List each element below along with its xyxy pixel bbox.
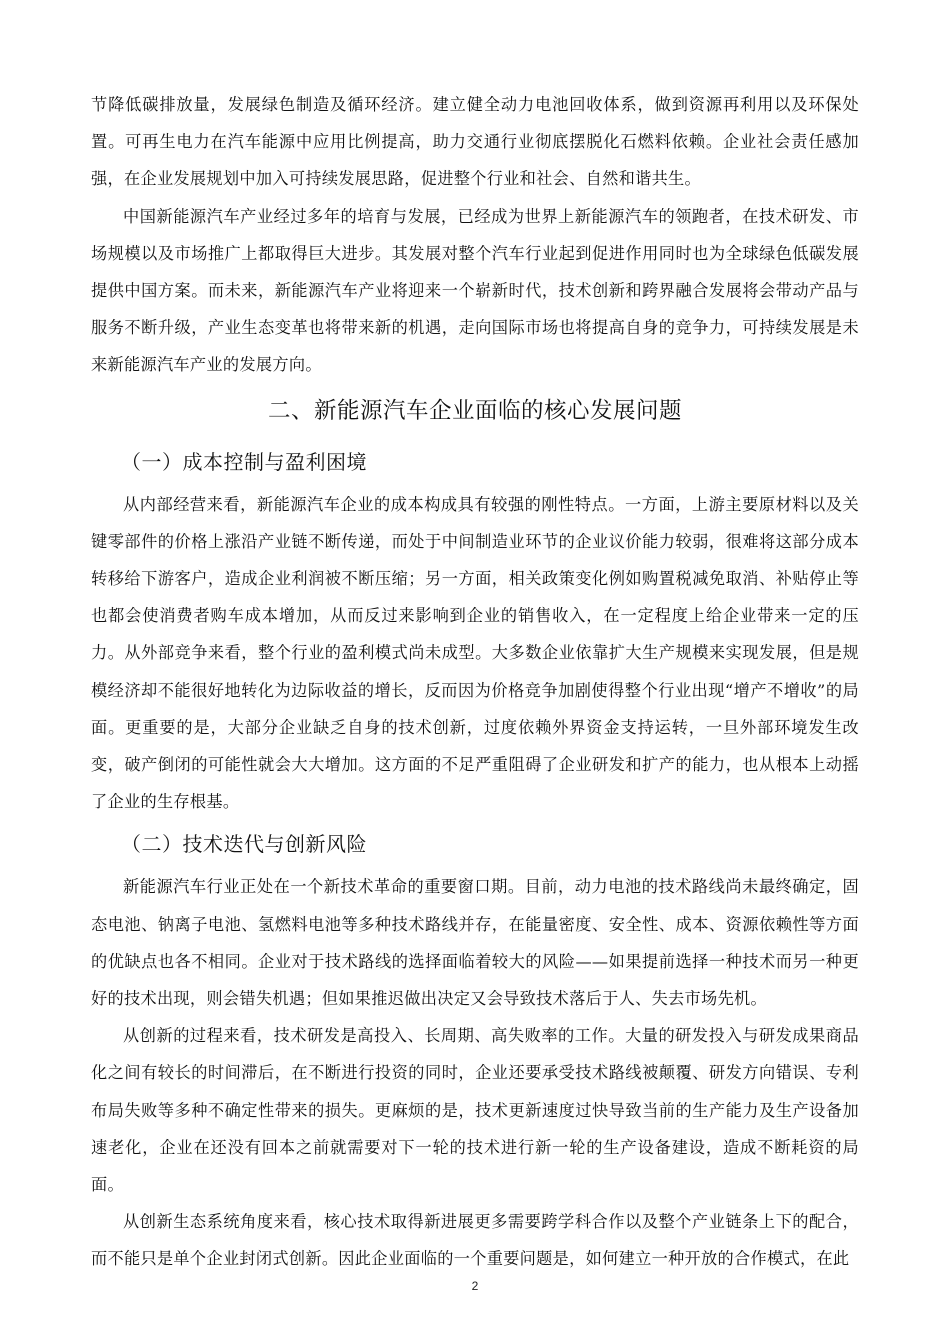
body-paragraph: 从创新生态系统角度来看，核心技术取得新进展更多需要跨学科合作以及整个产业链条上下的配合，而不能只是单个企业封闭式创新。因此企业面临的一个重要问题是，如何建立一种开放的合作模式，在此 xyxy=(91,1212,859,1269)
page-number: 2 xyxy=(471,1279,479,1293)
subsection-title: （一）成本控制与盈利困境 xyxy=(121,449,367,474)
body-paragraph: 从创新的过程来看，技术研发是高投入、长周期、高失败率的工作。大量的研发投入与研发成果商品化之间有较长的时间滞后，在不断进行投资的同时，企业还要承受技术路线被颠覆、研发方向错误、专利布局失败等多种不确定性带来的损失。更麻烦的是，技术更新速度过快导致当前的生产能力及生产设备加速老化，企业在还没有回本之前就需要对下一轮的技术进行新一轮的生产设备建设，造成不断耗资的局面。 xyxy=(91,1026,859,1195)
body-paragraph: 从内部经营来看，新能源汽车企业的成本构成具有较强的刚性特点。一方面，上游主要原材料以及关键零部件的价格上涨沿产业链不断传递，而处于中间制造业环节的企业议价能力较弱，很难将这部分成本转移给下游客户，造成企业利润被不断压缩；另一方面，相关政策变化例如购置税减免取消、补贴停止等也都会使消费者购车成本增加，从而反过来影响到企业的销售收入，在一定程度上给企业带来一定的压力。从外部竞争来看，整个行业的盈利模式尚未成型。大多数企业依靠扩大生产规模来实现发展，但是规模经济却不能很好地转化为边际收益的增长，反而因为价格竞争加剧使得整个行业出现“增产不增收”的局面。更重要的是，大部分企业缺乏自身的技术创新，过度依赖外界资金支持运转，一旦外部环境发生改变，破产倒闭的可能性就会大大增加。这方面的不足严重阻碍了企业研发和扩产的能力，也从根本上动摇了企业的生存根基。 xyxy=(91,494,859,812)
body-paragraph: 中国新能源汽车产业经过多年的培育与发展，已经成为世界上新能源汽车的领跑者，在技术研发、市场规模以及市场推广上都取得巨大进步。其发展对整个汽车行业起到促进作用同时也为全球绿色低碳发展提供中国方案。而未来，新能源汽车产业将迎来一个崭新时代，技术创新和跨界融合发展将会带动产品与服务不断升级，产业生态变革也将带来新的机遇，走向国际市场也将提高自身的竞争力，可持续发展是未来新能源汽车产业的发展方向。 xyxy=(91,206,859,375)
subsection-title: （二）技术迭代与创新风险 xyxy=(121,832,367,857)
body-paragraph: 节降低碳排放量，发展绿色制造及循环经济。建立健全动力电池回收体系，做到资源再利用以及环保处置。可再生电力在汽车能源中应用比例提高，助力交通行业彻底摆脱化石燃料依赖。企业社会责任感加强，在企业发展规划中加入可持续发展思路，促进整个行业和社会、自然和谐共生。 xyxy=(91,95,859,189)
section-title: 二、新能源汽车企业面临的核心发展问题 xyxy=(267,397,682,424)
body-paragraph: 新能源汽车行业正处在一个新技术革命的重要窗口期。目前，动力电池的技术路线尚未最终确定，固态电池、钠离子电池、氢燃料电池等多种技术路线并存，在能量密度、安全性、成本、资源依赖性等方面的优缺点也各不相同。企业对于技术路线的选择面临着较大的风险——如果提前选择一种技术而另一种更好的技术出现，则会错失机遇；但如果推迟做出决定又会导致技术落后于人、失去市场先机。 xyxy=(91,877,859,1009)
document-page xyxy=(91,86,859,1278)
